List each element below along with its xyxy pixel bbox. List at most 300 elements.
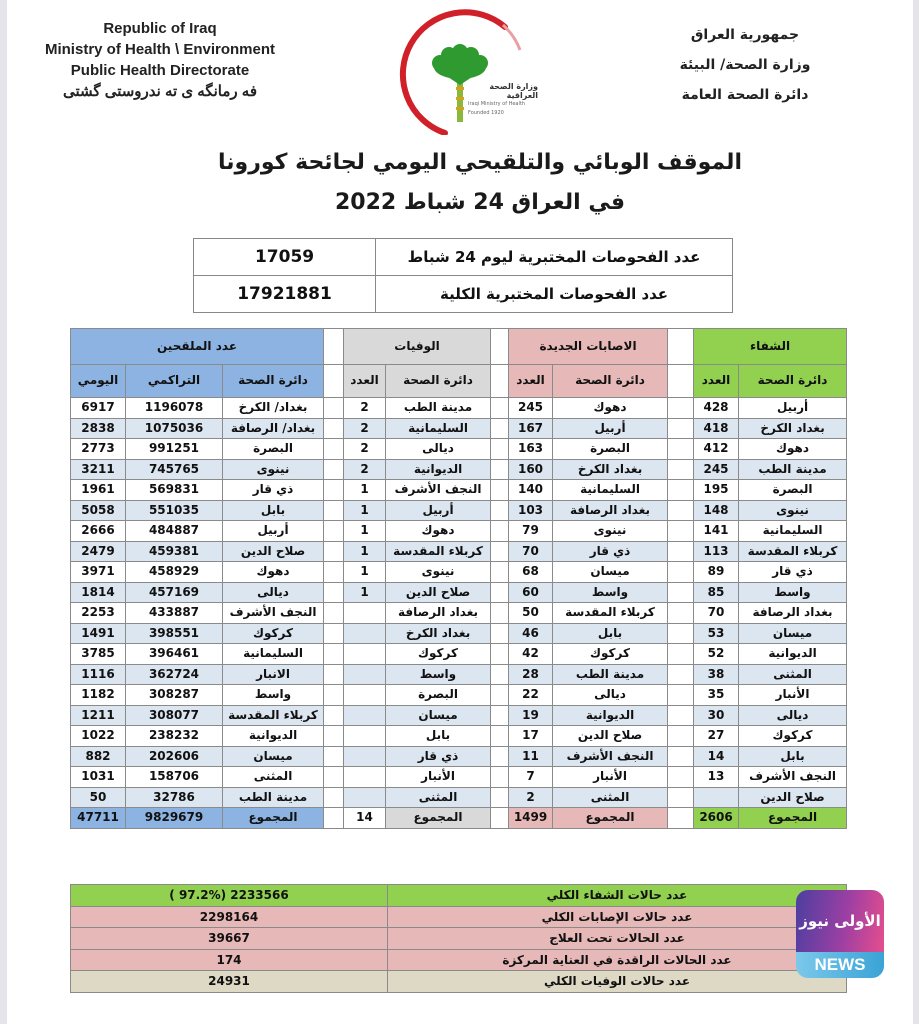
summary-label: عدد حالات الشفاء الكلي	[388, 885, 847, 907]
watermark-english: NEWS	[796, 952, 884, 978]
cell-recovered-count: 412	[694, 439, 739, 460]
gap-cell	[324, 398, 344, 419]
cell-vacc-dept: بابل	[223, 500, 324, 521]
gap-cell	[324, 562, 344, 583]
cell-cases-dept: نينوى	[553, 521, 668, 542]
logo-founded: Founded 1920	[468, 110, 504, 116]
gap-cell	[324, 746, 344, 767]
gap-cell	[491, 521, 509, 542]
gap-cell	[324, 500, 344, 521]
cell-recovered-count: 148	[694, 500, 739, 521]
cell-deaths-count: 2	[344, 459, 386, 480]
summary-table	[70, 884, 847, 993]
cell-deaths-dept: بغداد الكرخ	[386, 623, 491, 644]
cell-recovered-count: 13	[694, 767, 739, 788]
summary-value: 174	[71, 949, 388, 971]
gap-cell	[668, 603, 694, 624]
cell-recovered-count: 14	[694, 746, 739, 767]
main-table-body	[71, 398, 847, 808]
cell-cases-count: 160	[509, 459, 553, 480]
cell-cases-dept: ديالى	[553, 685, 668, 706]
table-row	[71, 459, 847, 480]
col-cases-count: العدد	[509, 365, 553, 398]
section-header-row	[71, 329, 847, 365]
cell-vacc-dept: المثنى	[223, 767, 324, 788]
summary-value: 24931	[71, 971, 388, 993]
cell-vacc-dept: بغداد/ الرصافة	[223, 418, 324, 439]
tests-total-label: عدد الفحوصات المختبرية الكلية	[376, 276, 733, 313]
cell-cases-count: 103	[509, 500, 553, 521]
cell-cases-dept: المثنى	[553, 787, 668, 808]
gap-cell	[324, 521, 344, 542]
col-recovered-dept: دائرة الصحة	[739, 365, 847, 398]
total-vacc-label: المجموع	[223, 808, 324, 829]
cell-deaths-dept: أربيل	[386, 500, 491, 521]
section-deaths-title: الوفيات	[344, 329, 491, 365]
gap-cell	[668, 329, 694, 365]
summary-label: عدد حالات الإصابات الكلي	[388, 906, 847, 928]
cell-vacc-cumulative: 459381	[126, 541, 223, 562]
header-ar-line-2: وزارة الصحة/ البيئة	[679, 57, 811, 73]
cell-deaths-count: 1	[344, 500, 386, 521]
cell-vacc-cumulative: 202606	[126, 746, 223, 767]
cell-vacc-cumulative: 1196078	[126, 398, 223, 419]
cell-recovered-count: 27	[694, 726, 739, 747]
summary-value: ( 97.2%) 2233566	[71, 885, 388, 907]
cell-cases-dept: ميسان	[553, 562, 668, 583]
cell-recovered-count: 195	[694, 480, 739, 501]
gap-cell	[491, 664, 509, 685]
cell-vacc-daily: 2666	[71, 521, 126, 542]
cell-vacc-dept: بغداد/ الكرخ	[223, 398, 324, 419]
cell-cases-dept: النجف الأشرف	[553, 746, 668, 767]
cell-cases-count: 79	[509, 521, 553, 542]
cell-cases-count: 19	[509, 705, 553, 726]
cell-vacc-daily: 1182	[71, 685, 126, 706]
cell-vacc-dept: البصرة	[223, 439, 324, 460]
cell-recovered-dept: أربيل	[739, 398, 847, 419]
cell-cases-dept: ذي قار	[553, 541, 668, 562]
summary-row-total-cases	[71, 906, 847, 928]
cell-cases-count: 42	[509, 644, 553, 665]
cell-cases-count: 60	[509, 582, 553, 603]
cell-vacc-daily: 2838	[71, 418, 126, 439]
gap-cell	[324, 603, 344, 624]
cell-cases-dept: واسط	[553, 582, 668, 603]
gap-cell	[491, 500, 509, 521]
cell-recovered-dept: بغداد الرصافة	[739, 603, 847, 624]
cell-deaths-count: 1	[344, 521, 386, 542]
watermark-arabic: الأولى نيوز	[796, 890, 884, 952]
col-cases-dept: دائرة الصحة	[553, 365, 668, 398]
cell-vacc-dept: السليمانية	[223, 644, 324, 665]
gap-cell	[324, 644, 344, 665]
cell-recovered-count: 85	[694, 582, 739, 603]
cell-recovered-dept: النجف الأشرف	[739, 767, 847, 788]
gap-cell	[668, 439, 694, 460]
cell-deaths-count	[344, 623, 386, 644]
cell-cases-count: 11	[509, 746, 553, 767]
cell-deaths-dept: ديالى	[386, 439, 491, 460]
logo-caption	[468, 82, 538, 118]
cell-deaths-count	[344, 644, 386, 665]
cell-deaths-dept: البصرة	[386, 685, 491, 706]
gap-cell	[668, 365, 694, 398]
cell-vacc-cumulative: 484887	[126, 521, 223, 542]
cell-recovered-count: 141	[694, 521, 739, 542]
cell-cases-count: 2	[509, 787, 553, 808]
logo-english: Iraqi Ministry of Health	[468, 101, 526, 107]
gap-cell	[668, 623, 694, 644]
gap-cell	[324, 365, 344, 398]
cell-vacc-dept: واسط	[223, 685, 324, 706]
table-row	[71, 439, 847, 460]
gap-cell	[668, 644, 694, 665]
gap-cell	[668, 541, 694, 562]
cell-vacc-daily: 1116	[71, 664, 126, 685]
page-title	[180, 143, 780, 223]
cell-deaths-count	[344, 685, 386, 706]
cell-cases-dept: بغداد الرصافة	[553, 500, 668, 521]
header-ar-line-3: دائرة الصحة العامة	[681, 87, 809, 103]
cell-vacc-cumulative: 457169	[126, 582, 223, 603]
cell-recovered-dept: كركوك	[739, 726, 847, 747]
cell-vacc-dept: النجف الأشرف	[223, 603, 324, 624]
header-en-line-3: Public Health Directorate	[70, 62, 250, 79]
cell-recovered-dept: الأنبار	[739, 685, 847, 706]
gap-cell	[668, 808, 694, 829]
cell-deaths-count	[344, 603, 386, 624]
cell-deaths-count	[344, 767, 386, 788]
cell-recovered-count: 35	[694, 685, 739, 706]
cell-recovered-dept: صلاح الدين	[739, 787, 847, 808]
gap-cell	[491, 705, 509, 726]
gap-cell	[324, 767, 344, 788]
table-row	[71, 705, 847, 726]
right-edge	[913, 0, 919, 1024]
gap-cell	[491, 623, 509, 644]
cell-recovered-dept: ديالى	[739, 705, 847, 726]
table-row	[71, 767, 847, 788]
cell-recovered-count: 89	[694, 562, 739, 583]
cell-cases-count: 70	[509, 541, 553, 562]
cell-vacc-daily: 2479	[71, 541, 126, 562]
cell-vacc-cumulative: 308287	[126, 685, 223, 706]
cell-vacc-daily: 6917	[71, 398, 126, 419]
cell-vacc-daily: 1022	[71, 726, 126, 747]
cell-vacc-daily: 882	[71, 746, 126, 767]
cell-vacc-dept: الديوانية	[223, 726, 324, 747]
gap-cell	[324, 705, 344, 726]
tests-row-total	[194, 276, 733, 313]
cell-vacc-daily: 1031	[71, 767, 126, 788]
cell-cases-dept: بغداد الكرخ	[553, 459, 668, 480]
cell-deaths-dept: نينوى	[386, 562, 491, 583]
gap-cell	[324, 685, 344, 706]
cell-deaths-count: 1	[344, 480, 386, 501]
cell-vacc-dept: كربلاء المقدسة	[223, 705, 324, 726]
gap-cell	[491, 767, 509, 788]
cell-recovered-count: 52	[694, 644, 739, 665]
gap-cell	[324, 541, 344, 562]
cell-deaths-dept: الديوانية	[386, 459, 491, 480]
cell-vacc-dept: دهوك	[223, 562, 324, 583]
cell-vacc-cumulative: 433887	[126, 603, 223, 624]
cell-vacc-dept: كركوك	[223, 623, 324, 644]
news-watermark-logo	[796, 890, 884, 978]
cell-recovered-dept: البصرة	[739, 480, 847, 501]
gap-cell	[668, 398, 694, 419]
table-row	[71, 418, 847, 439]
total-cases-label: المجموع	[553, 808, 668, 829]
header-en-line-2: Ministry of Health \ Environment	[44, 41, 276, 58]
gap-cell	[668, 459, 694, 480]
cell-cases-count: 17	[509, 726, 553, 747]
cell-deaths-count	[344, 746, 386, 767]
col-vacc-dept: دائرة الصحة	[223, 365, 324, 398]
cell-recovered-dept: مدينة الطب	[739, 459, 847, 480]
table-row	[71, 541, 847, 562]
header-en-line-1: Republic of Iraq	[103, 20, 217, 37]
cell-cases-dept: دهوك	[553, 398, 668, 419]
table-row	[71, 500, 847, 521]
gap-cell	[491, 480, 509, 501]
title-line-1: الموقف الوبائي والتلقيحي اليومي لجائحة كورونا	[218, 150, 742, 175]
summary-row-total-deaths	[71, 971, 847, 993]
total-vacc-cumulative: 9829679	[126, 808, 223, 829]
cell-recovered-count: 30	[694, 705, 739, 726]
summary-label: عدد الحالات تحت العلاج	[388, 928, 847, 950]
cell-deaths-count: 2	[344, 439, 386, 460]
cell-deaths-count	[344, 787, 386, 808]
tests-daily-label: عدد الفحوصات المختبرية ليوم 24 شباط	[376, 239, 733, 276]
cell-deaths-dept: كركوك	[386, 644, 491, 665]
cell-cases-dept: كربلاء المقدسة	[553, 603, 668, 624]
cell-vacc-daily: 1211	[71, 705, 126, 726]
cell-deaths-dept: ذي قار	[386, 746, 491, 767]
cell-recovered-dept: ميسان	[739, 623, 847, 644]
lab-tests-table	[193, 238, 733, 313]
cell-deaths-dept: بابل	[386, 726, 491, 747]
cell-cases-count: 46	[509, 623, 553, 644]
cell-deaths-dept: المثنى	[386, 787, 491, 808]
cell-recovered-dept: ذي قار	[739, 562, 847, 583]
title-line-2: في العراق 24 شباط 2022	[334, 190, 625, 215]
cell-vacc-dept: صلاح الدين	[223, 541, 324, 562]
cell-vacc-daily: 2253	[71, 603, 126, 624]
summary-row-total-recovered	[71, 885, 847, 907]
cell-cases-dept: السليمانية	[553, 480, 668, 501]
cell-deaths-dept: ميسان	[386, 705, 491, 726]
cell-vacc-cumulative: 32786	[126, 787, 223, 808]
gap-cell	[668, 500, 694, 521]
cell-vacc-daily: 2773	[71, 439, 126, 460]
table-row	[71, 726, 847, 747]
cell-vacc-daily: 3211	[71, 459, 126, 480]
gap-cell	[668, 521, 694, 542]
cell-cases-dept: الأنبار	[553, 767, 668, 788]
logo-arabic: وزارة الصحة العراقية	[489, 82, 538, 100]
cell-cases-count: 50	[509, 603, 553, 624]
gap-cell	[324, 726, 344, 747]
cell-vacc-cumulative: 745765	[126, 459, 223, 480]
cell-deaths-dept: دهوك	[386, 521, 491, 542]
gap-cell	[668, 705, 694, 726]
gap-cell	[324, 623, 344, 644]
summary-row-icu	[71, 949, 847, 971]
cell-vacc-dept: مدينة الطب	[223, 787, 324, 808]
cell-cases-count: 68	[509, 562, 553, 583]
gap-cell	[324, 418, 344, 439]
cell-recovered-count	[694, 787, 739, 808]
cell-recovered-dept: الديوانية	[739, 644, 847, 665]
cell-recovered-count: 418	[694, 418, 739, 439]
gap-cell	[491, 644, 509, 665]
table-row	[71, 685, 847, 706]
cell-cases-dept: مدينة الطب	[553, 664, 668, 685]
cell-deaths-count	[344, 705, 386, 726]
gap-cell	[491, 398, 509, 419]
gap-cell	[491, 329, 509, 365]
gap-cell	[491, 562, 509, 583]
cell-recovered-count: 53	[694, 623, 739, 644]
tests-row-daily	[194, 239, 733, 276]
main-stats-table	[70, 328, 847, 829]
cell-vacc-cumulative: 308077	[126, 705, 223, 726]
header-ar-line-1: جمهورية العراق	[690, 27, 800, 43]
header-english	[20, 18, 300, 102]
total-deaths-count: 14	[344, 808, 386, 829]
cell-deaths-count	[344, 664, 386, 685]
cell-vacc-cumulative: 158706	[126, 767, 223, 788]
cell-vacc-daily: 3971	[71, 562, 126, 583]
table-row	[71, 562, 847, 583]
cell-deaths-count: 1	[344, 562, 386, 583]
cell-vacc-daily: 50	[71, 787, 126, 808]
summary-value: 2298164	[71, 906, 388, 928]
total-recovered-label: المجموع	[739, 808, 847, 829]
cell-vacc-cumulative: 362724	[126, 664, 223, 685]
cell-deaths-count: 1	[344, 541, 386, 562]
gap-cell	[491, 439, 509, 460]
gap-cell	[668, 726, 694, 747]
gap-cell	[491, 418, 509, 439]
cell-cases-count: 245	[509, 398, 553, 419]
col-vacc-cumulative: التراكمي	[126, 365, 223, 398]
total-recovered-count: 2606	[694, 808, 739, 829]
header-en-line-4: فه رمانگه ی ته ندروستی گشتی	[62, 83, 258, 100]
gap-cell	[668, 582, 694, 603]
cell-vacc-cumulative: 551035	[126, 500, 223, 521]
cell-deaths-dept: كربلاء المقدسة	[386, 541, 491, 562]
cell-recovered-dept: بابل	[739, 746, 847, 767]
gap-cell	[324, 808, 344, 829]
cell-recovered-dept: نينوى	[739, 500, 847, 521]
cell-cases-dept: الديوانية	[553, 705, 668, 726]
cell-recovered-count: 113	[694, 541, 739, 562]
gap-cell	[491, 685, 509, 706]
table-row	[71, 480, 847, 501]
gap-cell	[668, 685, 694, 706]
cell-vacc-cumulative: 398551	[126, 623, 223, 644]
cell-vacc-cumulative: 238232	[126, 726, 223, 747]
cell-cases-count: 22	[509, 685, 553, 706]
gap-cell	[491, 746, 509, 767]
cell-cases-count: 7	[509, 767, 553, 788]
summary-value: 39667	[71, 928, 388, 950]
cell-vacc-dept: الانبار	[223, 664, 324, 685]
col-deaths-count: العدد	[344, 365, 386, 398]
totals-row	[71, 808, 847, 829]
cell-deaths-dept: النجف الأشرف	[386, 480, 491, 501]
gap-cell	[668, 562, 694, 583]
cell-recovered-dept: بغداد الكرخ	[739, 418, 847, 439]
cell-deaths-count: 2	[344, 398, 386, 419]
cell-cases-count: 167	[509, 418, 553, 439]
cell-cases-count: 140	[509, 480, 553, 501]
col-recovered-count: العدد	[694, 365, 739, 398]
gap-cell	[668, 746, 694, 767]
summary-label: عدد الحالات الراقدة في العناية المركزة	[388, 949, 847, 971]
cell-recovered-dept: واسط	[739, 582, 847, 603]
table-row	[71, 664, 847, 685]
gap-cell	[324, 459, 344, 480]
table-row	[71, 644, 847, 665]
cell-deaths-dept: السليمانية	[386, 418, 491, 439]
tests-total-value: 17921881	[194, 276, 376, 313]
left-edge	[0, 0, 7, 1024]
table-row	[71, 582, 847, 603]
cell-vacc-daily: 5058	[71, 500, 126, 521]
cell-cases-count: 163	[509, 439, 553, 460]
cell-recovered-dept: دهوك	[739, 439, 847, 460]
gap-cell	[491, 582, 509, 603]
table-row	[71, 603, 847, 624]
cell-recovered-count: 245	[694, 459, 739, 480]
gap-cell	[491, 726, 509, 747]
cell-recovered-dept: السليمانية	[739, 521, 847, 542]
cell-vacc-cumulative: 569831	[126, 480, 223, 501]
cell-vacc-cumulative: 991251	[126, 439, 223, 460]
cell-vacc-dept: نينوى	[223, 459, 324, 480]
tests-daily-value: 17059	[194, 239, 376, 276]
gap-cell	[668, 787, 694, 808]
col-deaths-dept: دائرة الصحة	[386, 365, 491, 398]
section-new-cases-title: الاصابات الجديدة	[509, 329, 668, 365]
table-row	[71, 623, 847, 644]
cell-cases-dept: كركوك	[553, 644, 668, 665]
cell-vacc-cumulative: 458929	[126, 562, 223, 583]
table-row	[71, 398, 847, 419]
cell-deaths-dept: مدينة الطب	[386, 398, 491, 419]
cell-recovered-dept: المثنى	[739, 664, 847, 685]
gap-cell	[491, 808, 509, 829]
cell-vacc-dept: أربيل	[223, 521, 324, 542]
cell-recovered-count: 428	[694, 398, 739, 419]
cell-vacc-cumulative: 396461	[126, 644, 223, 665]
gap-cell	[324, 582, 344, 603]
cell-deaths-dept: بغداد الرصافة	[386, 603, 491, 624]
gap-cell	[491, 541, 509, 562]
total-cases-count: 1499	[509, 808, 553, 829]
cell-vacc-daily: 3785	[71, 644, 126, 665]
column-header-row	[71, 365, 847, 398]
table-row	[71, 787, 847, 808]
gap-cell	[324, 664, 344, 685]
header-arabic	[640, 20, 850, 110]
gap-cell	[324, 329, 344, 365]
gap-cell	[324, 787, 344, 808]
